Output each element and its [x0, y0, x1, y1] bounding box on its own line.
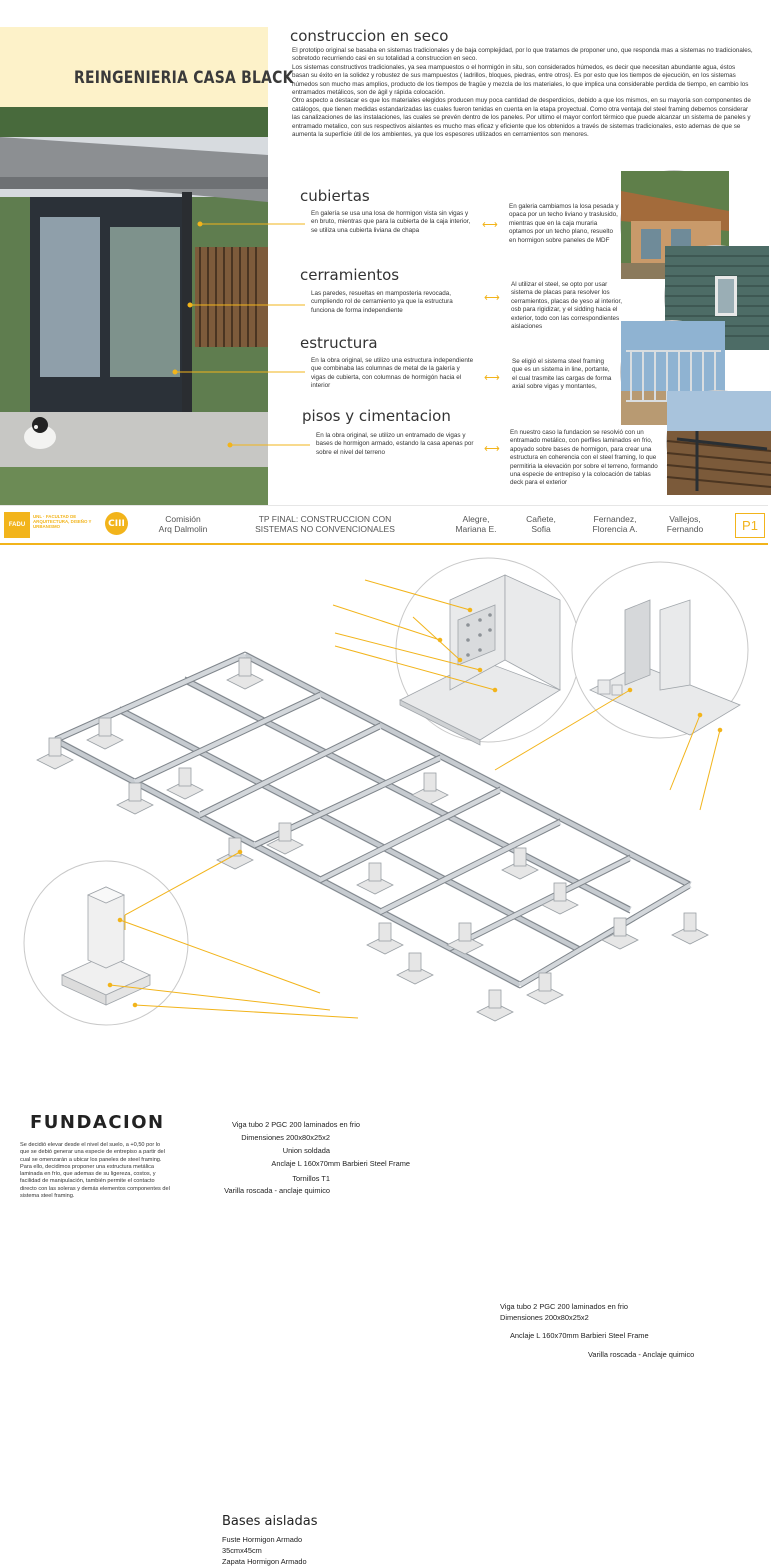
callout-anclaje-l: Anclaje L 160x70mm Barbieri Steel Frame [271, 1159, 410, 1168]
fundacion-text: Se decidió elevar desde el nivel del suelo, a +0,50 por lo que se debió generar una especie de entrepiso a partir del cual se omenzarán a ubicar los paneles de steel framing. Para ello, decidimos proponer una estructura metálica laminada en frío, que ademas de su ligereza, costos, y facilidad de manipulación, también permite el contacto directo con las soleras y demás elementos componentes del sistema steel framing. [20, 1142, 170, 1200]
student-name [446, 514, 506, 534]
callout-union-soldada: Union soldada [282, 1146, 330, 1155]
section-heading-pisos: pisos y cimentacion [302, 407, 451, 425]
section-original-cerramientos: Las paredes, resueltas en mamposteria revocada, cumpliendo rol de cerramiento ya que la estructura funciona de forma independiente [311, 290, 453, 314]
callout-tornillos: Tornillos T1 [292, 1174, 330, 1183]
double-arrow-icon: ⟷ [484, 443, 500, 455]
double-arrow-icon: ⟷ [484, 372, 500, 384]
construccion-body [292, 47, 754, 139]
section-proposal-cerramientos: Al utilizar el steel, se opto por usar sistema de placas para resolver los cerramientos, placas de yeso al interior, osb para rigidizar, y el sidding hacia el exterior, todo con las correspondientes aislaciones [511, 281, 622, 331]
poster-top-panel [0, 0, 768, 545]
bases-line-dim: 35cmx45cm [222, 1546, 262, 1555]
page-number: P1 [735, 513, 765, 538]
section-heading-cerramientos: cerramientos [300, 266, 400, 284]
poster-title: REINGENIERIA CASA BLACK [74, 68, 294, 88]
student-line-2: Mariana E. [455, 524, 497, 534]
comision-label: Comisión [165, 514, 201, 524]
construccion-heading: construccion en seco [290, 27, 449, 45]
student-line-1: Fernandez, [593, 514, 637, 524]
student-line-1: Alegre, [462, 514, 490, 524]
fadu-logo: FADU [4, 512, 30, 538]
student-name [655, 514, 715, 534]
bases-aisladas-title: Bases aisladas [222, 1514, 318, 1529]
callout-anclaje-right: Anclaje L 160x70mm Barbieri Steel Frame [510, 1331, 649, 1340]
foundation-deck-photo [666, 390, 770, 494]
section-proposal-pisos: En nuestro caso la fundacion se resolvió con un entramado metálico, con perfiles laminados en frio, apoyado sobre bases de hormigon, para crear una estructura en coherencia con el steel framing, lo que permitiria la elevación por sobre el terreno, formando una especie de entrepiso y la colocación de tablas deck para el exterior [510, 429, 658, 487]
tp-line-2: SISTEMAS NO CONVENCIONALES [255, 524, 395, 534]
bases-line-zapata: Zapata Hormigon Armado [222, 1557, 307, 1566]
section-proposal-estructura: Se eligió el sistema steel framing que es un sistema in line, portante, el cual trasmite las cargas de forma axial sobre vigas y montantes, [512, 358, 612, 391]
double-arrow-icon: ⟷ [484, 292, 500, 304]
construccion-paragraph: El prototipo original se basaba en sistemas tradicionales y de baja complejidad, por lo que tratamos de proponer uno, que responda mas a sistemas no tradicionales, sobretodo recurriendo casi en su totalidad a construccion en seco. [292, 47, 753, 63]
foundation-drawing [0, 545, 768, 1024]
photo-connector-lines [0, 0, 320, 500]
student-line-1: Vallejos, [669, 514, 701, 524]
section-original-cubiertas: En galería se usa una losa de hormigon vista sin vigas y en bruto, mientras que para la cubierta de la caja interior, se utiliza una cubierta liviana de chapa [311, 210, 471, 234]
callout-viga-tubo: Viga tubo 2 PGC 200 laminados en frio [231, 1120, 360, 1129]
section-heading-cubiertas: cubiertas [300, 187, 370, 205]
tp-line-1: TP FINAL: CONSTRUCCION CON [258, 514, 392, 524]
callout-dimensiones-right: Dimensiones 200x80x25x2 [500, 1313, 589, 1322]
student-line-1: Cañete, [526, 514, 556, 524]
callout-varilla: Varilla roscada - anclaje quimico [224, 1186, 330, 1195]
construccion-paragraph: Los sistemas constructivos tradicionales, ya sea mampuestos o el hormigón in situ, son considerados húmedos, es decir que necesitan abundante agua, éstos basan su éxito en la solidez y robustez de sus mampuestos ( ladrillos, bloques, piedras, entre otros). Es por esto que los tiempos de ejecución, en los sistemas húmedos son mucho mas amplios, producto de los tiempos de fragüe y mezcla de los materiales, lo que implica una considerable perdida de tiempo, en cambio los entramados metálicos, son de ágil y rápida colocación. [292, 63, 749, 97]
section-original-estructura: En la obra original, se utilizo una estructura independiente que combinaba las columnas de metal de la galería y vigas de cubierta, con columnas de hormigón hacia el interior [311, 357, 474, 390]
callout-varilla-right: Varilla roscada - Anclaje quimico [588, 1350, 695, 1359]
student-line-2: Sofia [531, 524, 551, 534]
student-name [511, 514, 571, 534]
section-heading-estructura: estructura [300, 334, 378, 352]
footer-comision [148, 514, 218, 534]
comision-teacher: Arq Dalmolin [158, 524, 208, 534]
section-proposal-cubiertas: En galeria cambiamos la losa pesada y opaca por un techo liviano y traslusido, mientras que en la caja muraria optamos por un techo plano, resuelto en hormigon sobre paneles de MDF [509, 203, 619, 244]
callout-dimensiones: Dimensiones 200x80x25x2 [241, 1133, 330, 1142]
fundacion-title: FUNDACION [30, 1112, 165, 1133]
callout-viga-tubo-right: Viga tubo 2 PGC 200 laminados en frio [500, 1302, 629, 1311]
double-arrow-icon: ⟷ [482, 219, 498, 231]
student-name [580, 514, 650, 534]
fadu-institution-text: UNL · FACULTAD DE ARQUITECTURA, DISEÑO Y URBANISMO [33, 514, 92, 529]
catedra-logo: CIII [105, 512, 128, 535]
student-line-2: Fernando [666, 524, 704, 534]
bases-line-fuste: Fuste Hormigon Armado [222, 1535, 303, 1544]
footer-tp-title [240, 514, 410, 534]
construccion-paragraph: Otro aspecto a destacar es que los materiales elegidos producen muy poca cantidad de desperdicios, debido a que los mismos, en su mayoría son componentes de catálogos, que tienen medidas estandarizadas las cuales fueron tenidas en cuenta en la etapa proyectual. Como otra ventaja del steel framing debemos considerar las canalizaciones de las instalaciones, las cuales se prevén dentro de los paneles. Por ultimo el mayor confort térmico que puede alcanzar un sistema de paneles y entramado metalico, con sus respectivos aislantes es mucho mas eficaz y eficiente que los obtenidos a través de sistemas tradicionales, esto ademas de que se aumenta la superficie útil de los ambientes, ya que los espesores utilizados en cerramientos son menores. [292, 97, 751, 139]
fundacion-panel [0, 545, 768, 1566]
section-original-pisos: En la obra original, se utilizo un entramado de vigas y bases de hormigon armado, estando la casa apenas por sobre el nivel del terreno [316, 432, 474, 456]
student-line-2: Florencia A. [592, 524, 638, 534]
